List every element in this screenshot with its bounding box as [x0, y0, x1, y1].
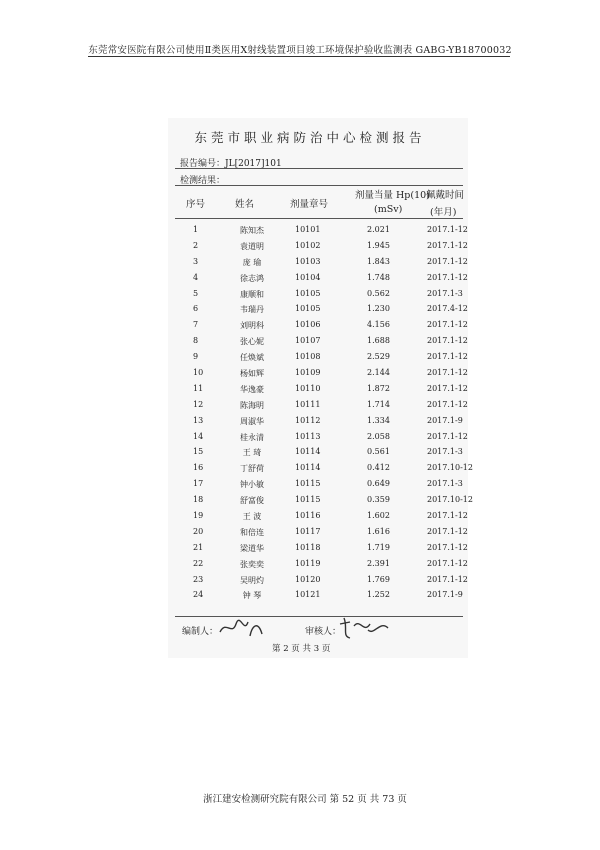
- wear-period: 2017.1-12: [427, 383, 468, 393]
- dosimeter-id: 10113: [295, 431, 321, 441]
- dosimeter-id: 10105: [295, 288, 321, 298]
- report-number: 报告编号：JL[2017]101: [180, 159, 282, 169]
- document-footer: 浙江建安检测研究院有限公司 第 52 页 共 73 页: [203, 794, 407, 805]
- wear-period: 2017.1-12: [427, 558, 468, 568]
- table-row: [175, 556, 468, 572]
- person-name: 吴明灼: [240, 575, 264, 585]
- row-number: 4: [193, 272, 199, 282]
- table-row: [175, 286, 465, 302]
- row-number: 19: [193, 511, 204, 521]
- wear-period: 2017.10-12: [427, 495, 473, 505]
- wear-period: 2017.1-12: [427, 256, 468, 266]
- table-row: [175, 317, 468, 333]
- row-number: 17: [193, 479, 204, 489]
- row-number: 12: [193, 399, 204, 409]
- person-name: 梁道华: [240, 543, 264, 553]
- dose-value: 1.748: [367, 272, 390, 282]
- person-name: 桂永清: [240, 432, 264, 442]
- table-row: [175, 444, 465, 460]
- dosimeter-id: 10121: [295, 590, 321, 600]
- person-name: 和倍连: [240, 527, 264, 537]
- col-header-dose: 剂量当量 Hp(10): [355, 190, 430, 201]
- table-row: [175, 381, 468, 397]
- dosimeter-id: 10109: [295, 368, 321, 378]
- dose-value: 2.391: [367, 558, 390, 568]
- reviewed-by-signature: [338, 614, 390, 642]
- table-header-rule: [175, 218, 463, 219]
- dosimeter-id: 10103: [295, 256, 321, 266]
- person-name: 韦瑞丹: [240, 305, 264, 315]
- row-number: 23: [193, 574, 204, 584]
- dosimeter-id: 10114: [295, 447, 321, 457]
- dosimeter-id: 10116: [295, 511, 321, 521]
- table-row: [175, 397, 468, 413]
- wear-period: 2017.1-12: [427, 320, 468, 330]
- row-number: 18: [193, 495, 204, 505]
- table-row: [175, 572, 468, 588]
- row-number: 9: [193, 352, 199, 362]
- wear-period: 2017.1-12: [427, 542, 468, 552]
- dose-value: 0.359: [367, 495, 390, 505]
- table-row: [175, 349, 468, 365]
- dosimeter-id: 10118: [295, 542, 321, 552]
- row-number: 14: [193, 431, 204, 441]
- person-name: 陈知杰: [240, 226, 264, 235]
- table-row: [175, 270, 468, 286]
- person-name: 张心妮: [240, 337, 264, 347]
- table-row: [175, 429, 468, 445]
- col-header-dosimeter: 剂量章号: [290, 199, 329, 210]
- col-header-dose-unit: (mSv): [374, 204, 403, 215]
- dosimeter-id: 10108: [295, 352, 321, 362]
- person-name: 庞 瑜: [242, 257, 262, 267]
- dosimeter-id: 10111: [295, 399, 321, 409]
- person-name: 王 波: [242, 512, 262, 522]
- prepared-by-label: 编制人：: [182, 627, 219, 637]
- dosimeter-id: 10106: [295, 320, 321, 330]
- dosimeter-id: 10107: [295, 336, 321, 346]
- wear-period: 2017.1-12: [427, 336, 468, 346]
- dosimeter-id: 10117: [295, 526, 321, 536]
- dosimeter-id: 10101: [295, 225, 321, 234]
- dosimeter-id: 10112: [295, 415, 321, 425]
- person-name: 任焕斌: [240, 353, 264, 363]
- dosimeter-id: 10102: [295, 240, 321, 250]
- dose-value: 0.412: [367, 463, 390, 473]
- report-rule-section: [175, 185, 463, 186]
- dose-value: 1.230: [367, 304, 390, 314]
- row-number: 20: [193, 526, 204, 536]
- row-number: 1: [193, 225, 199, 234]
- table-row: [175, 365, 468, 381]
- wear-period: 2017.1-12: [427, 225, 468, 234]
- dose-value: 1.252: [367, 590, 390, 600]
- dose-value: 2.058: [367, 431, 390, 441]
- table-row: [175, 492, 473, 508]
- dosimeter-id: 10119: [295, 558, 321, 568]
- person-name: 周淑华: [240, 416, 264, 426]
- table-row: [175, 587, 465, 603]
- dose-value: 1.334: [367, 415, 390, 425]
- dose-value: 1.602: [367, 511, 390, 521]
- person-name: 钟小敏: [240, 480, 264, 490]
- reviewed-by-label: 审核人：: [305, 627, 342, 637]
- wear-period: 2017.1-3: [427, 447, 463, 457]
- dosimeter-id: 10115: [295, 495, 321, 505]
- row-number: 22: [193, 558, 204, 568]
- person-name: 丁舒荷: [240, 464, 264, 474]
- wear-period: 2017.1-12: [427, 352, 468, 362]
- document-header: 东莞常安医院有限公司使用Ⅱ类医用X射线装置项目竣工环境保护验收监测表 GABG-YB18700032: [88, 45, 512, 56]
- dosimeter-id: 10115: [295, 479, 321, 489]
- wear-period: 2017.1-9: [427, 590, 463, 600]
- wear-period: 2017.1-9: [427, 415, 463, 425]
- col-header-period: 佩戴时间: [426, 190, 465, 201]
- wear-period: 2017.1-12: [427, 240, 468, 250]
- prepared-by-signature: [218, 614, 268, 642]
- dosimeter-id: 10114: [295, 463, 321, 473]
- dose-value: 1.872: [367, 383, 390, 393]
- dosimeter-id: 10120: [295, 574, 321, 584]
- col-header-name: 姓名: [235, 199, 255, 210]
- table-row: [175, 222, 468, 238]
- person-name: 康顺和: [240, 289, 264, 299]
- dose-value: 1.616: [367, 526, 390, 536]
- wear-period: 2017.1-12: [427, 511, 468, 521]
- row-number: 10: [193, 368, 204, 378]
- wear-period: 2017.4-12: [427, 304, 468, 314]
- table-row: [175, 508, 468, 524]
- person-name: 徐志鸿: [240, 273, 264, 283]
- wear-period: 2017.1-12: [427, 368, 468, 378]
- dose-value: 2.021: [367, 225, 390, 234]
- dose-value: 2.144: [367, 368, 390, 378]
- row-number: 6: [193, 304, 199, 314]
- row-number: 16: [193, 463, 204, 473]
- wear-period: 2017.1-12: [427, 431, 468, 441]
- dose-value: 1.688: [367, 336, 390, 346]
- col-header-period-unit: (年月): [430, 207, 457, 218]
- dose-value: 1.945: [367, 240, 390, 250]
- person-name: 华逸豪: [240, 384, 264, 394]
- wear-period: 2017.1-12: [427, 574, 468, 584]
- person-name: 袁道明: [240, 241, 264, 251]
- table-row: [175, 413, 465, 429]
- row-number: 21: [193, 542, 204, 552]
- dose-value: 0.562: [367, 288, 390, 298]
- dosimeter-id: 10110: [295, 383, 321, 393]
- table-row: [175, 301, 468, 317]
- table-row: [175, 476, 465, 492]
- person-name: 张奕奕: [240, 559, 264, 569]
- wear-period: 2017.1-12: [427, 526, 468, 536]
- person-name: 刘明科: [240, 321, 264, 331]
- table-row: [175, 254, 468, 270]
- row-number: 2: [193, 240, 199, 250]
- dose-value: 2.529: [367, 352, 390, 362]
- row-number: 13: [193, 415, 204, 425]
- col-header-no: 序号: [186, 199, 206, 210]
- person-name: 杨如辉: [240, 369, 264, 379]
- dose-value: 1.714: [367, 399, 390, 409]
- person-name: 王 琦: [242, 448, 262, 458]
- table-row: [175, 333, 468, 349]
- dose-value: 1.769: [367, 574, 390, 584]
- wear-period: 2017.10-12: [427, 463, 473, 473]
- wear-period: 2017.1-12: [427, 272, 468, 282]
- row-number: 7: [193, 320, 199, 330]
- dosimeter-id: 10104: [295, 272, 321, 282]
- wear-period: 2017.1-12: [427, 399, 468, 409]
- dose-value: 4.156: [367, 320, 390, 330]
- header-rule: [88, 56, 510, 57]
- row-number: 15: [193, 447, 204, 457]
- report-rule-top: [175, 168, 463, 169]
- row-number: 11: [193, 383, 204, 393]
- page-indicator: 第 2 页 共 3 页: [272, 644, 331, 654]
- row-number: 3: [193, 256, 199, 266]
- person-name: 钟 琴: [242, 591, 262, 601]
- section-label: 检测结果：: [180, 176, 226, 186]
- table-row: [175, 524, 468, 540]
- table-row: [175, 540, 468, 556]
- wear-period: 2017.1-3: [427, 288, 463, 298]
- dose-value: 1.719: [367, 542, 390, 552]
- person-name: 舒富俊: [240, 496, 264, 506]
- person-name: 陈海明: [240, 400, 264, 410]
- dose-value: 0.649: [367, 479, 390, 489]
- wear-period: 2017.1-3: [427, 479, 463, 489]
- row-number: 24: [193, 590, 204, 600]
- dose-value: 1.843: [367, 256, 390, 266]
- table-row: [175, 460, 473, 476]
- dose-value: 0.561: [367, 447, 390, 457]
- results-table: [175, 222, 473, 603]
- dosimeter-id: 10105: [295, 304, 321, 314]
- table-row: [175, 238, 468, 254]
- row-number: 8: [193, 336, 199, 346]
- report-title: 东莞市职业病防治中心检测报告: [194, 130, 426, 145]
- row-number: 5: [193, 288, 199, 298]
